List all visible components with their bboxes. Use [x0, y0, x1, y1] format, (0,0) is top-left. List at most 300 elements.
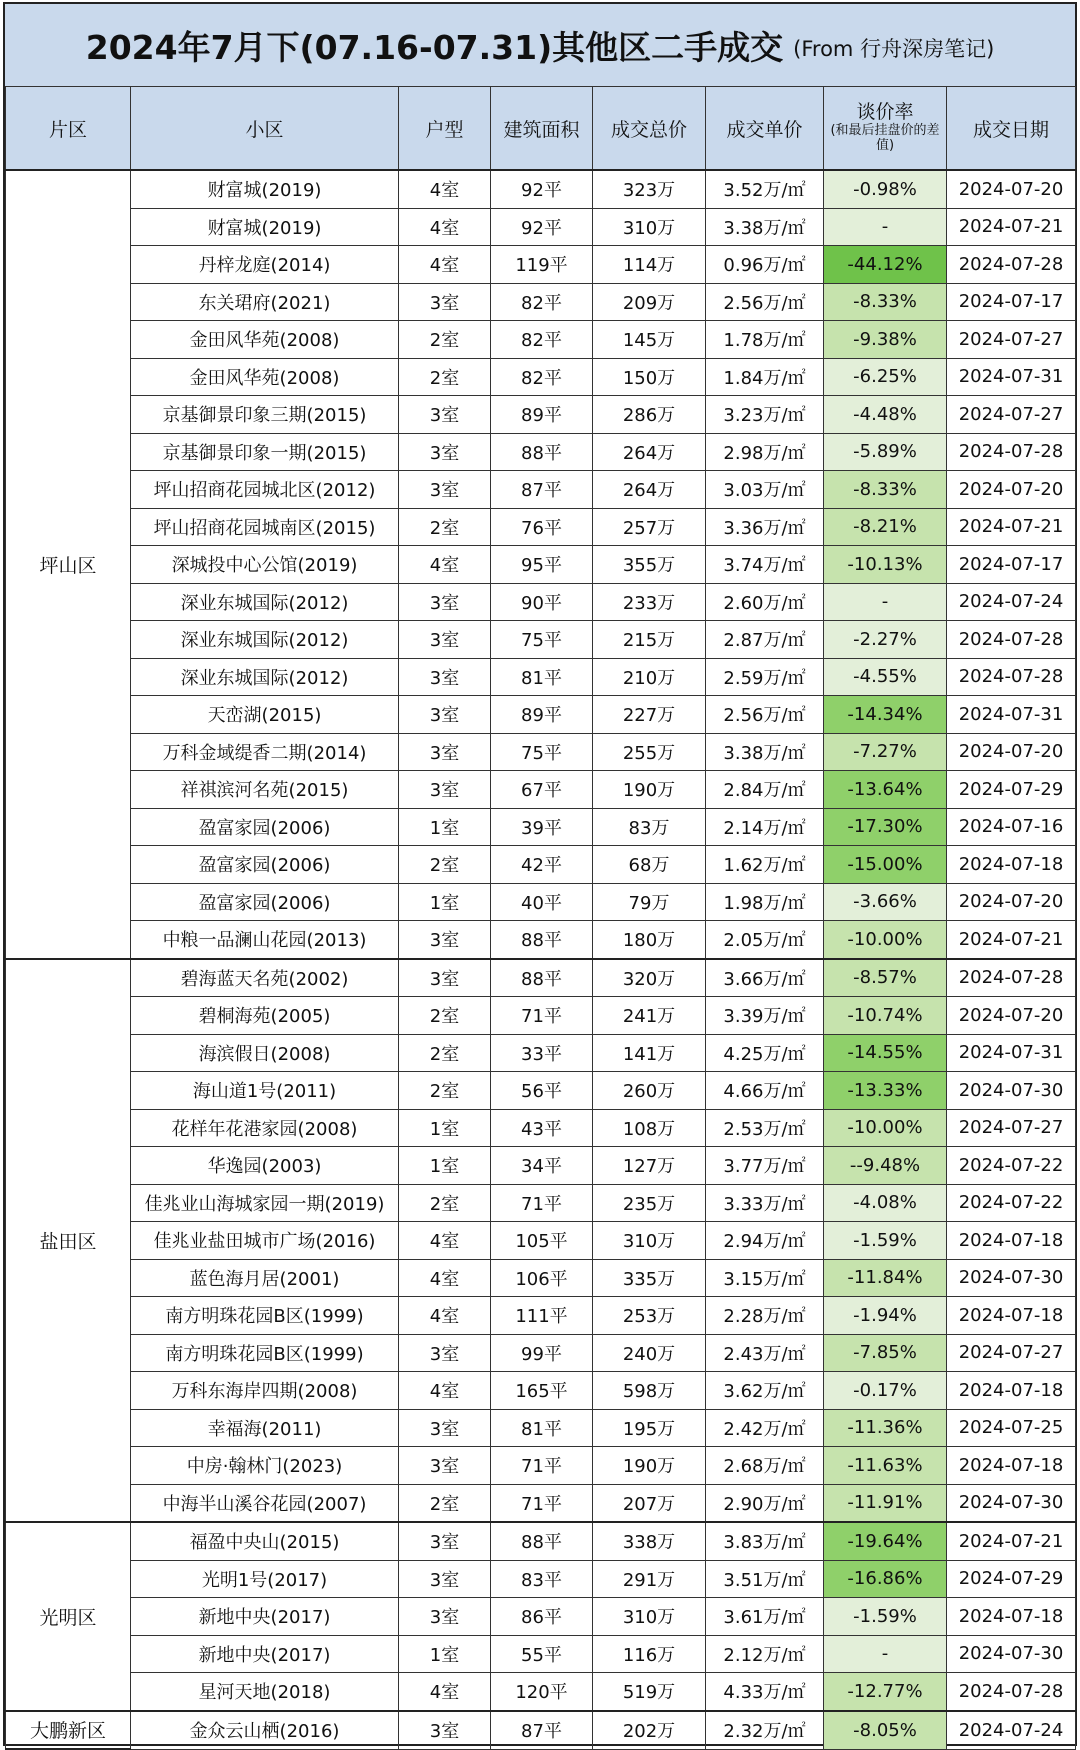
unit-price-cell: 3.23万/㎡	[706, 396, 824, 434]
date-cell: 2024-07-28	[947, 621, 1076, 659]
unit-price-cell: 2.28万/㎡	[706, 1297, 824, 1335]
table-row	[6, 1711, 1076, 1750]
discount-rate-cell: -3.66%	[824, 883, 947, 921]
unit-price-cell: 2.87万/㎡	[706, 621, 824, 659]
discount-rate-cell: -9.38%	[824, 321, 947, 359]
unit-price-cell: 1.62万/㎡	[706, 846, 824, 884]
total-price-cell: 150万	[593, 358, 706, 396]
unit-price-cell: 3.83万/㎡	[706, 1522, 824, 1560]
discount-rate-cell: -8.33%	[824, 471, 947, 509]
table-row	[6, 246, 1076, 284]
unit-price-cell: 3.61万/㎡	[706, 1598, 824, 1636]
unit-price-cell: 3.66万/㎡	[706, 959, 824, 997]
discount-rate-cell: -8.21%	[824, 508, 947, 546]
layout-cell: 3室	[399, 621, 491, 659]
date-cell: 2024-07-18	[947, 1222, 1076, 1260]
table-row	[6, 283, 1076, 321]
unit-price-cell: 2.14万/㎡	[706, 808, 824, 846]
estate-cell: 金众云山栖(2016)	[131, 1711, 399, 1750]
table-row	[6, 208, 1076, 246]
estate-cell: 深业东城国际(2012)	[131, 621, 399, 659]
estate-cell: 南方明珠花园B区(1999)	[131, 1297, 399, 1335]
layout-cell: 1室	[399, 1109, 491, 1147]
table-row	[6, 1109, 1076, 1147]
unit-price-cell: 2.60万/㎡	[706, 583, 824, 621]
total-price-cell: 227万	[593, 696, 706, 734]
date-cell: 2024-07-18	[947, 1598, 1076, 1636]
area-cell: 67平	[491, 771, 593, 809]
discount-rate-cell: -5.89%	[824, 433, 947, 471]
discount-rate-cell: -14.55%	[824, 1034, 947, 1072]
area-cell: 165平	[491, 1372, 593, 1410]
header-discount-rate	[824, 87, 947, 171]
layout-cell: 4室	[399, 1297, 491, 1335]
area-cell: 106平	[491, 1259, 593, 1297]
layout-cell: 1室	[399, 808, 491, 846]
discount-rate-cell: -11.63%	[824, 1447, 947, 1485]
unit-price-cell: 0.96万/㎡	[706, 246, 824, 284]
unit-price-cell: 2.53万/㎡	[706, 1109, 824, 1147]
date-cell: 2024-07-17	[947, 283, 1076, 321]
table-row	[6, 733, 1076, 771]
discount-rate-cell: -4.48%	[824, 396, 947, 434]
layout-cell: 3室	[399, 1522, 491, 1560]
layout-cell: 3室	[399, 733, 491, 771]
unit-price-cell: 2.05万/㎡	[706, 921, 824, 959]
layout-cell: 2室	[399, 1184, 491, 1222]
layout-cell: 3室	[399, 921, 491, 959]
district-cell: 光明区	[6, 1522, 131, 1711]
discount-rate-cell: -0.98%	[824, 170, 947, 208]
discount-rate-cell: -10.00%	[824, 1109, 947, 1147]
area-cell: 39平	[491, 808, 593, 846]
estate-cell: 佳兆业盐田城市广场(2016)	[131, 1222, 399, 1260]
table-row	[6, 1522, 1076, 1560]
estate-cell: 光明1号(2017)	[131, 1560, 399, 1598]
header-layout: 户型	[399, 87, 491, 171]
layout-cell: 2室	[399, 321, 491, 359]
discount-rate-cell: -1.59%	[824, 1222, 947, 1260]
sheet	[3, 2, 1077, 1746]
header-unit-price: 成交单价	[706, 87, 824, 171]
table-row	[6, 170, 1076, 208]
date-cell: 2024-07-28	[947, 1673, 1076, 1711]
date-cell: 2024-07-20	[947, 170, 1076, 208]
discount-rate-cell: -44.12%	[824, 246, 947, 284]
discount-rate-cell: -	[824, 583, 947, 621]
date-cell: 2024-07-30	[947, 1484, 1076, 1522]
area-cell: 76平	[491, 508, 593, 546]
estate-cell: 华逸园(2003)	[131, 1147, 399, 1185]
discount-rate-cell: -14.34%	[824, 696, 947, 734]
layout-cell: 2室	[399, 997, 491, 1035]
total-price-cell: 108万	[593, 1109, 706, 1147]
table-row	[6, 621, 1076, 659]
table-row	[6, 433, 1076, 471]
layout-cell: 3室	[399, 696, 491, 734]
total-price-cell: 233万	[593, 583, 706, 621]
area-cell: 81平	[491, 1409, 593, 1447]
layout-cell: 3室	[399, 471, 491, 509]
date-cell: 2024-07-31	[947, 696, 1076, 734]
layout-cell: 2室	[399, 1034, 491, 1072]
area-cell: 111平	[491, 1297, 593, 1335]
total-price-cell: 240万	[593, 1334, 706, 1372]
unit-price-cell: 3.39万/㎡	[706, 997, 824, 1035]
date-cell: 2024-07-20	[947, 471, 1076, 509]
estate-cell: 深业东城国际(2012)	[131, 583, 399, 621]
estate-cell: 万科金域缇香二期(2014)	[131, 733, 399, 771]
area-cell: 71平	[491, 1447, 593, 1485]
date-cell: 2024-07-18	[947, 846, 1076, 884]
area-cell: 40平	[491, 883, 593, 921]
table-row	[6, 1334, 1076, 1372]
discount-rate-cell: -11.91%	[824, 1484, 947, 1522]
estate-cell: 花样年花港家园(2008)	[131, 1109, 399, 1147]
table-row	[6, 1222, 1076, 1260]
layout-cell: 4室	[399, 170, 491, 208]
date-cell: 2024-07-24	[947, 583, 1076, 621]
discount-rate-cell: -4.55%	[824, 658, 947, 696]
layout-cell: 2室	[399, 358, 491, 396]
layout-cell: 3室	[399, 583, 491, 621]
discount-rate-cell: -1.94%	[824, 1297, 947, 1335]
table-row	[6, 546, 1076, 584]
date-cell: 2024-07-24	[947, 1711, 1076, 1750]
area-cell: 55平	[491, 1635, 593, 1673]
date-cell: 2024-07-27	[947, 1334, 1076, 1372]
discount-rate-cell: -7.27%	[824, 733, 947, 771]
unit-price-cell: 3.52万/㎡	[706, 170, 824, 208]
area-cell: 90平	[491, 583, 593, 621]
discount-rate-cell: -12.77%	[824, 1673, 947, 1711]
date-cell: 2024-07-18	[947, 1297, 1076, 1335]
discount-rate-cell: -8.05%	[824, 1711, 947, 1750]
unit-price-cell: 3.38万/㎡	[706, 208, 824, 246]
estate-cell: 坪山招商花园城南区(2015)	[131, 508, 399, 546]
estate-cell: 财富城(2019)	[131, 208, 399, 246]
table-row	[6, 1184, 1076, 1222]
date-cell: 2024-07-28	[947, 433, 1076, 471]
area-cell: 75平	[491, 621, 593, 659]
total-price-cell: 190万	[593, 771, 706, 809]
layout-cell: 1室	[399, 883, 491, 921]
total-price-cell: 215万	[593, 621, 706, 659]
total-price-cell: 253万	[593, 1297, 706, 1335]
table-row	[6, 1484, 1076, 1522]
estate-cell: 碧桐海苑(2005)	[131, 997, 399, 1035]
discount-rate-cell: -19.64%	[824, 1522, 947, 1560]
discount-rate-cell: -10.13%	[824, 546, 947, 584]
estate-cell: 蓝色海月居(2001)	[131, 1259, 399, 1297]
layout-cell: 3室	[399, 1560, 491, 1598]
layout-cell: 3室	[399, 396, 491, 434]
layout-cell: 1室	[399, 1147, 491, 1185]
date-cell: 2024-07-20	[947, 733, 1076, 771]
table-row	[6, 1297, 1076, 1335]
estate-cell: 中房·翰林门(2023)	[131, 1447, 399, 1485]
table-row	[6, 997, 1076, 1035]
discount-rate-cell: -10.74%	[824, 997, 947, 1035]
date-cell: 2024-07-29	[947, 771, 1076, 809]
date-cell: 2024-07-27	[947, 321, 1076, 359]
estate-cell: 金田风华苑(2008)	[131, 358, 399, 396]
estate-cell: 盈富家园(2006)	[131, 846, 399, 884]
date-cell: 2024-07-17	[947, 546, 1076, 584]
layout-cell: 3室	[399, 1598, 491, 1636]
date-cell: 2024-07-21	[947, 921, 1076, 959]
total-price-cell: 320万	[593, 959, 706, 997]
date-cell: 2024-07-22	[947, 1147, 1076, 1185]
area-cell: 83平	[491, 1560, 593, 1598]
area-cell: 87平	[491, 1711, 593, 1750]
layout-cell: 2室	[399, 508, 491, 546]
table-body	[6, 170, 1076, 1749]
estate-cell: 深城投中心公馆(2019)	[131, 546, 399, 584]
date-cell: 2024-07-31	[947, 358, 1076, 396]
header-row	[6, 87, 1076, 171]
layout-cell: 3室	[399, 771, 491, 809]
table-row	[6, 1447, 1076, 1485]
estate-cell: 盈富家园(2006)	[131, 883, 399, 921]
unit-price-cell: 1.84万/㎡	[706, 358, 824, 396]
discount-rate-cell: -	[824, 208, 947, 246]
area-cell: 33平	[491, 1034, 593, 1072]
table-row	[6, 1409, 1076, 1447]
date-cell: 2024-07-21	[947, 508, 1076, 546]
date-cell: 2024-07-18	[947, 1372, 1076, 1410]
discount-rate-cell: -2.27%	[824, 621, 947, 659]
unit-price-cell: 3.33万/㎡	[706, 1184, 824, 1222]
total-price-cell: 519万	[593, 1673, 706, 1711]
area-cell: 119平	[491, 246, 593, 284]
total-price-cell: 241万	[593, 997, 706, 1035]
area-cell: 120平	[491, 1673, 593, 1711]
layout-cell: 4室	[399, 546, 491, 584]
layout-cell: 3室	[399, 1334, 491, 1372]
total-price-cell: 260万	[593, 1072, 706, 1110]
total-price-cell: 68万	[593, 846, 706, 884]
discount-rate-cell: -13.33%	[824, 1072, 947, 1110]
area-cell: 82平	[491, 358, 593, 396]
layout-cell: 4室	[399, 246, 491, 284]
discount-rate-cell: -10.00%	[824, 921, 947, 959]
area-cell: 89平	[491, 396, 593, 434]
unit-price-cell: 2.94万/㎡	[706, 1222, 824, 1260]
area-cell: 71平	[491, 1184, 593, 1222]
estate-cell: 金田风华苑(2008)	[131, 321, 399, 359]
area-cell: 82平	[491, 321, 593, 359]
unit-price-cell: 1.98万/㎡	[706, 883, 824, 921]
layout-cell: 3室	[399, 1409, 491, 1447]
estate-cell: 京基御景印象三期(2015)	[131, 396, 399, 434]
total-price-cell: 190万	[593, 1447, 706, 1485]
total-price-cell: 286万	[593, 396, 706, 434]
discount-rate-cell: --9.48%	[824, 1147, 947, 1185]
layout-cell: 4室	[399, 1372, 491, 1410]
layout-cell: 3室	[399, 658, 491, 696]
area-cell: 88平	[491, 1522, 593, 1560]
table-row	[6, 883, 1076, 921]
estate-cell: 东关珺府(2021)	[131, 283, 399, 321]
estate-cell: 深业东城国际(2012)	[131, 658, 399, 696]
area-cell: 99平	[491, 1334, 593, 1372]
date-cell: 2024-07-30	[947, 1259, 1076, 1297]
total-price-cell: 291万	[593, 1560, 706, 1598]
area-cell: 75平	[491, 733, 593, 771]
total-price-cell: 202万	[593, 1711, 706, 1750]
date-cell: 2024-07-31	[947, 1034, 1076, 1072]
date-cell: 2024-07-27	[947, 396, 1076, 434]
area-cell: 88平	[491, 921, 593, 959]
area-cell: 43平	[491, 1109, 593, 1147]
discount-rate-cell: -11.36%	[824, 1409, 947, 1447]
date-cell: 2024-07-28	[947, 246, 1076, 284]
area-cell: 88平	[491, 959, 593, 997]
total-price-cell: 83万	[593, 808, 706, 846]
unit-price-cell: 3.36万/㎡	[706, 508, 824, 546]
estate-cell: 福盈中央山(2015)	[131, 1522, 399, 1560]
estate-cell: 祥祺滨河名苑(2015)	[131, 771, 399, 809]
unit-price-cell: 2.56万/㎡	[706, 283, 824, 321]
total-price-cell: 207万	[593, 1484, 706, 1522]
total-price-cell: 145万	[593, 321, 706, 359]
total-price-cell: 116万	[593, 1635, 706, 1673]
date-cell: 2024-07-28	[947, 959, 1076, 997]
total-price-cell: 210万	[593, 658, 706, 696]
area-cell: 92平	[491, 170, 593, 208]
discount-rate-cell: -7.85%	[824, 1334, 947, 1372]
table-row	[6, 1635, 1076, 1673]
estate-cell: 盈富家园(2006)	[131, 808, 399, 846]
total-price-cell: 264万	[593, 471, 706, 509]
table-row	[6, 696, 1076, 734]
table-row	[6, 846, 1076, 884]
estate-cell: 南方明珠花园B区(1999)	[131, 1334, 399, 1372]
total-price-cell: 310万	[593, 208, 706, 246]
unit-price-cell: 1.78万/㎡	[706, 321, 824, 359]
unit-price-cell: 4.25万/㎡	[706, 1034, 824, 1072]
date-cell: 2024-07-16	[947, 808, 1076, 846]
estate-cell: 京基御景印象一期(2015)	[131, 433, 399, 471]
estate-cell: 万科东海岸四期(2008)	[131, 1372, 399, 1410]
table-row	[6, 358, 1076, 396]
date-cell: 2024-07-27	[947, 1109, 1076, 1147]
total-price-cell: 323万	[593, 170, 706, 208]
estate-cell: 新地中央(2017)	[131, 1598, 399, 1636]
estate-cell: 中海半山溪谷花园(2007)	[131, 1484, 399, 1522]
layout-cell: 2室	[399, 1484, 491, 1522]
table-row	[6, 658, 1076, 696]
total-price-cell: 141万	[593, 1034, 706, 1072]
estate-cell: 星河天地(2018)	[131, 1673, 399, 1711]
discount-rate-cell: -15.00%	[824, 846, 947, 884]
table-row	[6, 959, 1076, 997]
area-cell: 92平	[491, 208, 593, 246]
unit-price-cell: 3.51万/㎡	[706, 1560, 824, 1598]
layout-cell: 3室	[399, 283, 491, 321]
unit-price-cell: 2.90万/㎡	[706, 1484, 824, 1522]
unit-price-cell: 3.77万/㎡	[706, 1147, 824, 1185]
district-cell: 坪山区	[6, 170, 131, 959]
area-cell: 95平	[491, 546, 593, 584]
total-price-cell: 114万	[593, 246, 706, 284]
date-cell: 2024-07-25	[947, 1409, 1076, 1447]
date-cell: 2024-07-22	[947, 1184, 1076, 1222]
table-row	[6, 1259, 1076, 1297]
unit-price-cell: 2.43万/㎡	[706, 1334, 824, 1372]
discount-rate-cell: -6.25%	[824, 358, 947, 396]
layout-cell: 2室	[399, 1072, 491, 1110]
unit-price-cell: 2.84万/㎡	[706, 771, 824, 809]
discount-rate-cell: -16.86%	[824, 1560, 947, 1598]
area-cell: 34平	[491, 1147, 593, 1185]
date-cell: 2024-07-30	[947, 1635, 1076, 1673]
total-price-cell: 127万	[593, 1147, 706, 1185]
header-estate: 小区	[131, 87, 399, 171]
unit-price-cell: 2.42万/㎡	[706, 1409, 824, 1447]
header-total-price: 成交总价	[593, 87, 706, 171]
total-price-cell: 310万	[593, 1598, 706, 1636]
discount-rate-cell: -1.59%	[824, 1598, 947, 1636]
layout-cell: 3室	[399, 1447, 491, 1485]
layout-cell: 1室	[399, 1635, 491, 1673]
layout-cell: 4室	[399, 1673, 491, 1711]
unit-price-cell: 2.68万/㎡	[706, 1447, 824, 1485]
table-row	[6, 808, 1076, 846]
estate-cell: 海山道1号(2011)	[131, 1072, 399, 1110]
layout-cell: 2室	[399, 846, 491, 884]
discount-rate-cell: -11.84%	[824, 1259, 947, 1297]
header-rate-note: (和最后挂盘价的差值)	[830, 122, 940, 153]
title-source: (From 行舟深房笔记)	[793, 37, 995, 61]
layout-cell: 4室	[399, 1259, 491, 1297]
transactions-table	[5, 86, 1076, 1750]
header-area: 建筑面积	[491, 87, 593, 171]
estate-cell: 佳兆业山海城家园一期(2019)	[131, 1184, 399, 1222]
unit-price-cell: 3.62万/㎡	[706, 1372, 824, 1410]
table-row	[6, 471, 1076, 509]
area-cell: 88平	[491, 433, 593, 471]
layout-cell: 4室	[399, 208, 491, 246]
discount-rate-cell: -17.30%	[824, 808, 947, 846]
unit-price-cell: 2.12万/㎡	[706, 1635, 824, 1673]
unit-price-cell: 2.32万/㎡	[706, 1711, 824, 1750]
total-price-cell: 195万	[593, 1409, 706, 1447]
estate-cell: 中粮一品澜山花园(2013)	[131, 921, 399, 959]
date-cell: 2024-07-29	[947, 1560, 1076, 1598]
total-price-cell: 310万	[593, 1222, 706, 1260]
date-cell: 2024-07-18	[947, 1447, 1076, 1485]
total-price-cell: 257万	[593, 508, 706, 546]
header-district: 片区	[6, 87, 131, 171]
total-price-cell: 338万	[593, 1522, 706, 1560]
table-row	[6, 1560, 1076, 1598]
table-row	[6, 508, 1076, 546]
header-rate-label: 谈价率	[856, 101, 914, 124]
discount-rate-cell: -8.57%	[824, 959, 947, 997]
district-cell: 大鹏新区	[6, 1711, 131, 1750]
page-title	[5, 4, 1075, 88]
area-cell: 56平	[491, 1072, 593, 1110]
table-row	[6, 1372, 1076, 1410]
total-price-cell: 235万	[593, 1184, 706, 1222]
discount-rate-cell: -0.17%	[824, 1372, 947, 1410]
area-cell: 71平	[491, 997, 593, 1035]
unit-price-cell: 2.98万/㎡	[706, 433, 824, 471]
unit-price-cell: 3.03万/㎡	[706, 471, 824, 509]
title-main: 2024年7月下(07.16-07.31)其他区二手成交	[85, 27, 784, 67]
